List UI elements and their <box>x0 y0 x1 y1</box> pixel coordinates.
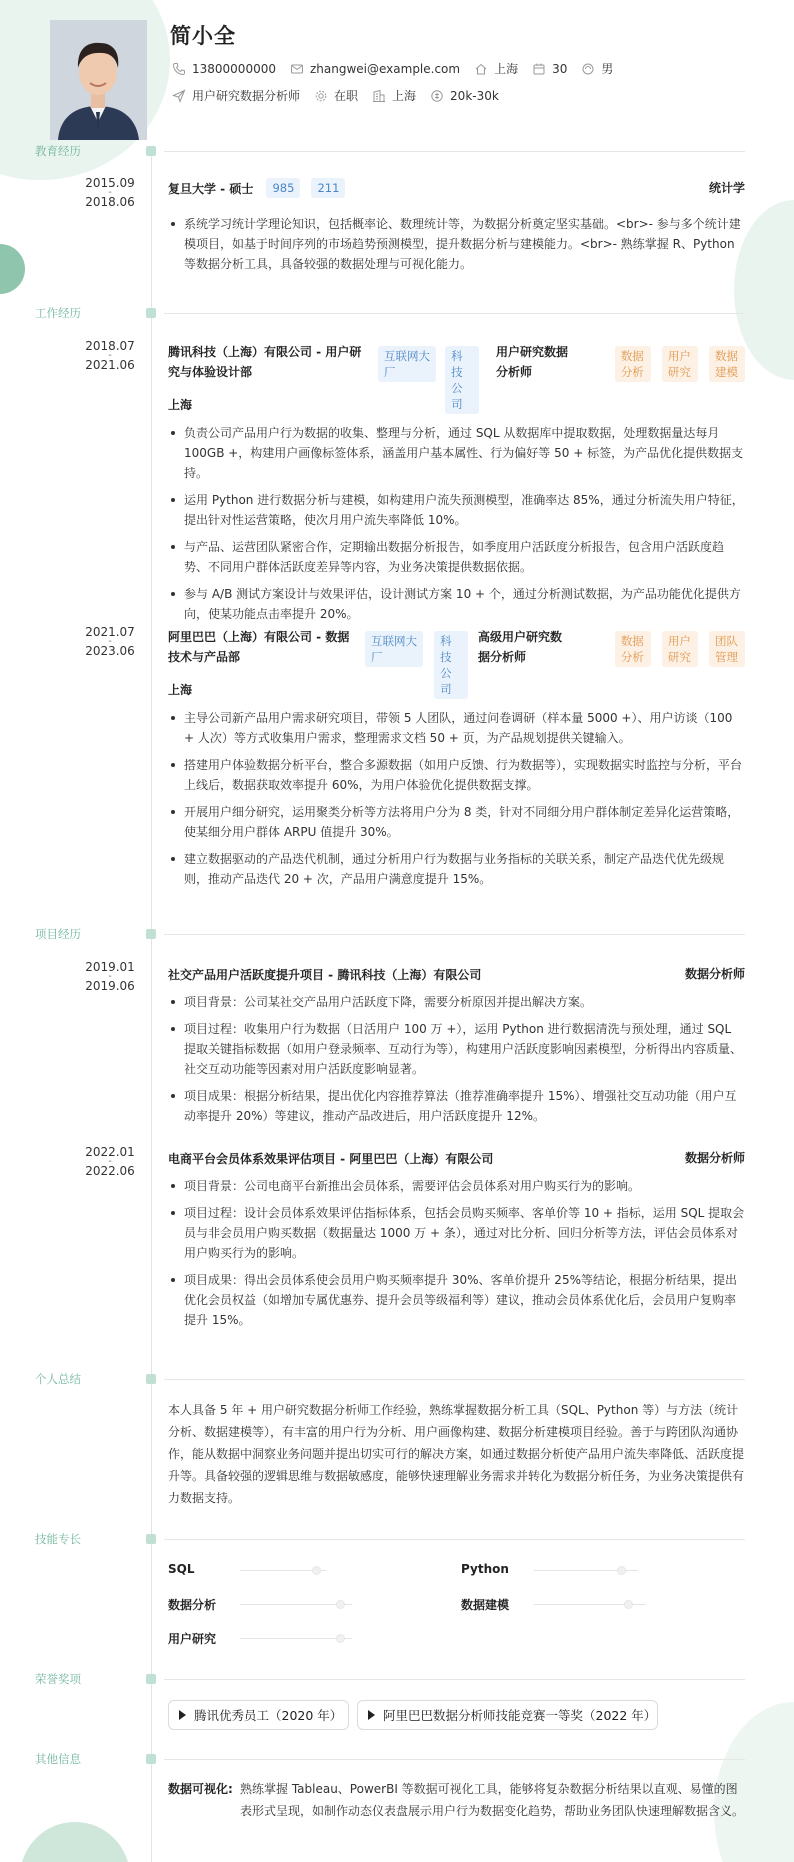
work-bullet: 参与 A/B 测试方案设计与效果评估，设计测试方案 10 + 个，通过分析测试数据，为产品功能优化提供方向，使某功能点击率提升 20%。 <box>168 584 745 624</box>
work-entry <box>168 342 745 631</box>
target-city-text: 上海 <box>392 89 417 103</box>
section-work-header <box>0 305 745 321</box>
award-item[interactable] <box>168 1700 349 1730</box>
timeline-line <box>151 150 152 1862</box>
section-divider <box>164 151 745 152</box>
section-title: 荣誉奖项 <box>35 1672 81 1686</box>
skill-tag: 数据分析 <box>615 631 651 667</box>
candidate-name: 简小全 <box>170 24 236 48</box>
skill-name: 数据分析 <box>168 1598 217 1612</box>
education-desc: 系统学习统计学理论知识，包括概率论、数理统计等，为数据分析奠定坚实基础。<br>- 参与多个统计建模项目，如基于时间序列的市场趋势预测模型，提升数据分析与建模能力。<br>- 熟练掌握 R、Python 等数据分析工具，具备较强的数据处理与可视化能力。 <box>168 214 745 274</box>
section-education-header <box>0 143 745 159</box>
skill-level-knob <box>336 1600 345 1609</box>
target-job-info <box>172 87 300 104</box>
work-bullet: 开展用户细分研究，运用聚类分析等方法将用户分为 8 类，针对不同细分用户群体制定差异化运营策略，使某细分用户群体 ARPU 值提升 30%。 <box>168 802 745 842</box>
section-marker-icon <box>146 308 156 318</box>
section-marker-icon <box>146 1374 156 1384</box>
money-icon <box>430 89 444 103</box>
skill-name: 用户研究 <box>168 1632 217 1646</box>
project-entry <box>168 964 745 1133</box>
section-marker-icon <box>146 929 156 939</box>
skill-level-bar <box>240 1604 352 1605</box>
education-desc-list <box>168 214 745 274</box>
date-start: 2015.09 <box>85 176 135 190</box>
section-title: 技能专长 <box>35 1532 81 1546</box>
other-text: 熟练掌握 Tableau、PowerBI 等数据可视化工具，能够将复杂数据分析结果以直观、易懂的图表形式呈现，如制作动态仪表盘展示用户行为数据变化趋势，帮助业务团队快速理解数据含义。 <box>240 1782 745 1818</box>
award-item[interactable] <box>357 1700 658 1730</box>
gear-icon <box>314 89 328 103</box>
email-info <box>290 62 460 76</box>
section-divider <box>164 1759 745 1760</box>
target-city-info <box>372 87 416 104</box>
age-info <box>532 62 567 76</box>
work-bullet: 搭建用户体验数据分析平台，整合多源数据（如用户反馈、行为数据等），实现数据实时监控与分析，平台上线后，数据获取效率提升 60%，为用户体验优化提供数据支撑。 <box>168 755 745 795</box>
calendar-icon <box>532 62 546 76</box>
job-title: 高级用户研究数据分析师 <box>478 630 563 664</box>
project-bullet: 项目背景：公司电商平台新推出会员体系，需要评估会员体系对用户购买行为的影响。 <box>168 1176 745 1196</box>
date-end: 2019.06 <box>85 979 135 993</box>
school-name: 复旦大学 - 硕士 <box>168 182 254 196</box>
project-role: 数据分析师 <box>684 1151 745 1165</box>
work-dates <box>80 627 140 657</box>
date-end: 2023.06 <box>85 644 135 658</box>
contact-row <box>172 60 627 77</box>
project-bullets <box>168 992 745 1126</box>
company-tags <box>365 631 468 699</box>
section-projects-header <box>0 926 745 942</box>
play-triangle-icon <box>368 1710 375 1720</box>
skill-level-knob <box>312 1566 321 1575</box>
section-skills-header <box>0 1531 745 1547</box>
section-marker-icon <box>146 146 156 156</box>
award-text: 阿里巴巴数据分析师技能竞赛一等奖（2022 年） <box>383 1708 657 1723</box>
phone-icon <box>172 62 186 76</box>
skill-name: Python <box>461 1562 509 1576</box>
work-dates <box>80 341 140 371</box>
status-text: 在职 <box>334 89 359 103</box>
status-info <box>314 87 358 104</box>
skill-name: 数据建模 <box>461 1598 510 1612</box>
section-divider <box>164 934 745 935</box>
section-summary-header <box>0 1371 745 1387</box>
avatar-portrait-icon <box>50 20 147 140</box>
skill-level-bar <box>534 1570 638 1571</box>
city-text: 上海 <box>494 62 519 76</box>
company-tag: 互联网大厂 <box>365 631 423 667</box>
project-dates <box>80 962 140 992</box>
section-title: 其他信息 <box>35 1752 81 1766</box>
building-icon <box>372 89 386 103</box>
section-title: 个人总结 <box>35 1372 81 1386</box>
phone-info <box>172 62 276 76</box>
job-skill-tags <box>615 631 745 667</box>
play-triangle-icon <box>179 1710 186 1720</box>
summary-text: 本人具备 5 年 + 用户研究数据分析师工作经验，熟练掌握数据分析工具（SQL、Python 等）与方法（统计分析、数据建模等），有丰富的用户行为分析、用户画像构建、数据分析建模项目经验。善于与跨团队沟通协作，能从数据中洞察业务问题并提出切实可行的解决方案，如通过数据分析使产品用户流失率降低、活跃度提升等。具备较强的逻辑思维与数据敏感度，能够快速理解业务需求并转化为数据分析任务，为业务决策提供有力数据支持。 <box>168 1403 745 1505</box>
target-job-text: 用户研究数据分析师 <box>192 89 301 103</box>
other-entry <box>168 1778 745 1822</box>
home-icon <box>474 62 488 76</box>
section-marker-icon <box>146 1674 156 1684</box>
section-marker-icon <box>146 1534 156 1544</box>
date-separator: - <box>108 636 112 647</box>
skill-level-bar <box>240 1570 326 1571</box>
section-divider <box>164 1539 745 1540</box>
work-bullets <box>168 423 745 624</box>
date-separator: - <box>108 971 112 982</box>
gender-info <box>581 60 613 77</box>
work-location: 上海 <box>168 398 193 412</box>
skill-name: SQL <box>168 1562 195 1576</box>
skill-tag: 数据分析 <box>615 346 651 382</box>
education-entry <box>168 178 745 281</box>
project-bullet: 项目过程：设计会员体系效果评估指标体系，包括会员购买频率、客单价等 10 + 指标，运用 SQL 提取会员与非会员用户购买数据（数据量达 1000 万 + 条），通过对比分析、回归分析等方法，评估会员体系对用户购买行为的影响。 <box>168 1203 745 1263</box>
gender-text: 男 <box>601 62 614 76</box>
work-bullet: 与产品、运营团队紧密合作，定期输出数据分析报告，如季度用户活跃度分析报告，包含用户活跃度趋势、不同用户群体活跃度差异等内容，为业务决策提供数据依据。 <box>168 537 745 577</box>
skill-tag: 数据建模 <box>709 346 745 382</box>
section-divider <box>164 1679 745 1680</box>
project-bullet: 项目背景：公司某社交产品用户活跃度下降，需要分析原因并提出解决方案。 <box>168 992 745 1012</box>
date-separator: - <box>108 1156 112 1167</box>
phone-text: 13800000000 <box>192 61 276 76</box>
section-divider <box>164 313 745 314</box>
skill-tag: 团队管理 <box>709 631 745 667</box>
skill-level-bar <box>240 1638 352 1639</box>
section-divider <box>164 1379 745 1380</box>
date-separator: - <box>108 350 112 361</box>
section-awards-header <box>0 1671 745 1687</box>
project-name: 社交产品用户活跃度提升项目 - 腾讯科技（上海）有限公司 <box>168 968 482 982</box>
job-intent-row <box>172 87 513 104</box>
work-location: 上海 <box>168 683 193 697</box>
skill-level-knob <box>617 1566 626 1575</box>
send-icon <box>172 89 186 103</box>
salary-info <box>430 89 499 103</box>
summary-entry <box>168 1399 745 1509</box>
date-start: 2022.01 <box>85 1145 135 1159</box>
other-row <box>168 1778 745 1822</box>
skill-level-bar <box>534 1604 646 1605</box>
section-other-header <box>0 1751 745 1767</box>
project-dates <box>80 1147 140 1177</box>
date-start: 2018.07 <box>85 339 135 353</box>
date-start: 2021.07 <box>85 625 135 639</box>
avatar <box>50 20 147 140</box>
date-end: 2021.06 <box>85 358 135 372</box>
skill-level-knob <box>336 1634 345 1643</box>
date-start: 2019.01 <box>85 960 135 974</box>
mail-icon <box>290 62 304 76</box>
date-end: 2022.06 <box>85 1164 135 1178</box>
section-title: 工作经历 <box>35 306 81 320</box>
school-tag: 985 <box>266 178 300 198</box>
skill-level-knob <box>624 1600 633 1609</box>
work-bullet: 运用 Python 进行数据分析与建模，如构建用户流失预测模型，准确率达 85%，通过分析流失用户特征，提出针对性运营策略，使次月用户流失率降低 10%。 <box>168 490 745 530</box>
section-title: 项目经历 <box>35 927 81 941</box>
work-entry <box>168 627 745 896</box>
award-text: 腾讯优秀员工（2020 年） <box>194 1708 343 1723</box>
job-title: 用户研究数据分析师 <box>496 345 569 379</box>
section-marker-icon <box>146 1754 156 1764</box>
other-label: 数据可视化: <box>168 1782 233 1796</box>
email-text: zhangwei@example.com <box>309 61 461 76</box>
company-name: 阿里巴巴（上海）有限公司 - 数据技术与产品部 <box>168 630 350 664</box>
project-bullet: 项目过程：收集用户行为数据（日活用户 100 万 +），运用 Python 进行数据清洗与预处理，通过 SQL 提取关键指标数据（如用户登录频率、互动行为等），构建用户活跃度影响因素模型，分析得出内容质量、社交互动功能等因素对用户活跃度影响显著。 <box>168 1019 745 1079</box>
date-end: 2018.06 <box>85 195 135 209</box>
job-skill-tags <box>615 346 745 382</box>
project-role: 数据分析师 <box>684 967 745 981</box>
salary-text: 20k-30k <box>450 88 499 103</box>
gender-icon <box>581 62 595 76</box>
date-separator: - <box>108 187 112 198</box>
company-tag: 科技公司 <box>445 346 479 414</box>
section-title: 教育经历 <box>35 144 81 158</box>
company-tag: 科技公司 <box>434 631 468 699</box>
city-info <box>474 60 518 77</box>
project-entry <box>168 1148 745 1337</box>
work-bullets <box>168 708 745 889</box>
resume-header <box>50 20 750 140</box>
education-dates <box>80 178 140 208</box>
company-tags <box>378 346 479 414</box>
work-bullet: 建立数据驱动的产品迭代机制，通过分析用户行为数据与业务指标的关联关系，制定产品迭代优先级规则，推动产品迭代 20 + 次，产品用户满意度提升 15%。 <box>168 849 745 889</box>
skill-tag: 用户研究 <box>662 631 698 667</box>
project-bullet: 项目成果：得出会员体系使会员用户购买频率提升 30%、客单价提升 25%等结论，根据分析结果，提出优化会员权益（如增加专属优惠券、提升会员等级福利等）建议，推动会员体系优化后，会员用户复购率提升 15%。 <box>168 1270 745 1330</box>
skill-tag: 用户研究 <box>662 346 698 382</box>
company-tag: 互联网大厂 <box>378 346 436 382</box>
age-text: 30 <box>552 61 568 76</box>
project-bullets <box>168 1176 745 1330</box>
project-name: 电商平台会员体系效果评估项目 - 阿里巴巴（上海）有限公司 <box>168 1152 494 1166</box>
project-bullet: 项目成果：根据分析结果，提出优化内容推荐算法（推荐准确率提升 15%）、增强社交互动功能（用户互动率提升 20%）等建议，推动产品改进后，用户活跃度提升 12%。 <box>168 1086 745 1126</box>
major-text: 统计学 <box>708 181 745 195</box>
work-bullet: 负责公司产品用户行为数据的收集、整理与分析，通过 SQL 从数据库中提取数据，处理数据量达每月 100GB +，构建用户画像标签体系，涵盖用户基本属性、行为偏好等 50 + 标签，为产品优化提供数据支持。 <box>168 423 745 483</box>
school-tag: 211 <box>311 178 345 198</box>
work-bullet: 主导公司新产品用户需求研究项目，带领 5 人团队，通过问卷调研（样本量 5000 +）、用户访谈（100 + 人次）等方式收集用户需求，整理需求文档 50 + 页，为产品规划提供关键输入。 <box>168 708 745 748</box>
company-name: 腾讯科技（上海）有限公司 - 用户研究与体验设计部 <box>168 345 362 379</box>
